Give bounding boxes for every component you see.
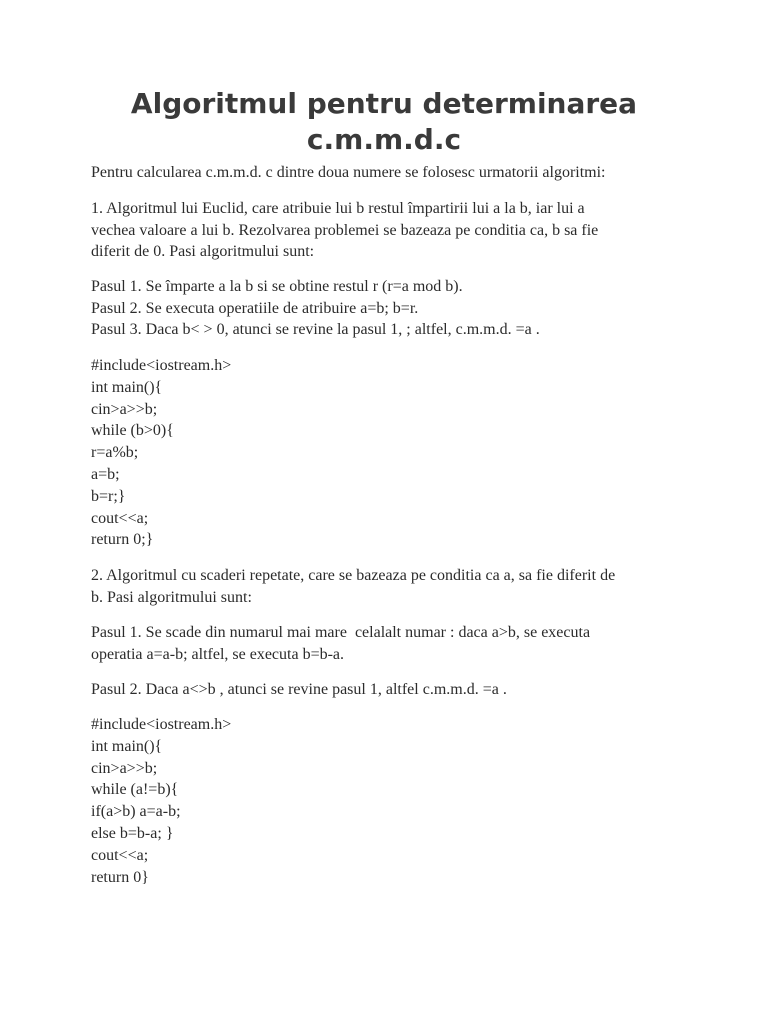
algo2-code-block (91, 714, 691, 888)
algo1-step-3: Pasul 3. Daca b< > 0, atunci se revine la pasul 1, ; altfel, c.m.m.d. =a . (91, 321, 540, 339)
algo1-desc-line-3: diferit de 0. Pasi algoritmului sunt: (91, 243, 315, 261)
algo2-code-line-7: cout<<a; (91, 846, 149, 864)
algo1-code-line-8: cout<<a; (91, 509, 149, 527)
intro-line: Pentru calcularea c.m.m.d. c dintre doua numere se folosesc urmatorii algoritmi: (91, 164, 606, 181)
algo2-step2-line: Pasul 2. Daca a<>b , atunci se revine pasul 1, altfel c.m.m.d. =a . (91, 681, 507, 698)
algo2-desc-line-1: 2. Algoritmul cu scaderi repetate, care se bazeaza pe conditia ca a, sa fie diferit de (91, 567, 616, 584)
algo1-description (91, 198, 691, 263)
page-title (0, 86, 768, 158)
algo1-steps (91, 276, 691, 341)
algo1-code-line-3: cin>a>>b; (91, 400, 158, 418)
algo2-description (91, 565, 691, 608)
algo2-code-line-2: int main(){ (91, 737, 163, 755)
algo2-code-line-4: while (a!=b){ (91, 781, 179, 799)
intro-paragraph (91, 162, 691, 184)
algo1-code-line-9: return 0;} (91, 531, 154, 549)
algo1-code-line-5: r=a%b; (91, 444, 139, 462)
algo1-step-2: Pasul 2. Se executa operatiile de atribuire a=b; b=r. (91, 299, 419, 317)
algo1-code-line-2: int main(){ (91, 378, 163, 396)
algo2-code-line-3: cin>a>>b; (91, 759, 158, 777)
algo1-code-line-1: #include<iostream.h> (91, 357, 232, 374)
algo1-desc-line-1: 1. Algoritmul lui Euclid, care atribuie lui b restul împartirii lui a la b, iar lui a (91, 200, 585, 217)
algo1-code-line-7: b=r;} (91, 487, 126, 505)
algo2-code-line-5: if(a>b) a=a-b; (91, 803, 181, 821)
algo1-code-line-4: while (b>0){ (91, 422, 174, 440)
algo2-code-line-8: return 0} (91, 868, 149, 886)
algo2-step1-line-2: operatia a=a-b; altfel, se executa b=b-a. (91, 645, 345, 663)
algo2-step-1 (91, 622, 691, 665)
title-line-1: Algoritmul pentru determinarea (130, 87, 638, 120)
algo1-code-line-6: a=b; (91, 465, 120, 483)
algo1-desc-line-2: vechea valoare a lui b. Rezolvarea problemei se bazeaza pe conditia ca, b sa fie (91, 221, 599, 239)
algo2-code-line-1: #include<iostream.h> (91, 716, 232, 733)
algo2-step1-line-1: Pasul 1. Se scade din numarul mai mare celalalt numar : daca a>b, se executa (91, 624, 591, 641)
algo2-code-line-6: else b=b-a; } (91, 824, 174, 842)
algo1-step-1: Pasul 1. Se împarte a la b si se obtine restul r (r=a mod b). (91, 278, 463, 295)
algo1-code-block (91, 355, 691, 551)
algo2-step-2 (91, 679, 691, 701)
title-line-2: c.m.m.d.c (306, 123, 462, 156)
algo2-desc-line-2: b. Pasi algoritmului sunt: (91, 588, 252, 606)
